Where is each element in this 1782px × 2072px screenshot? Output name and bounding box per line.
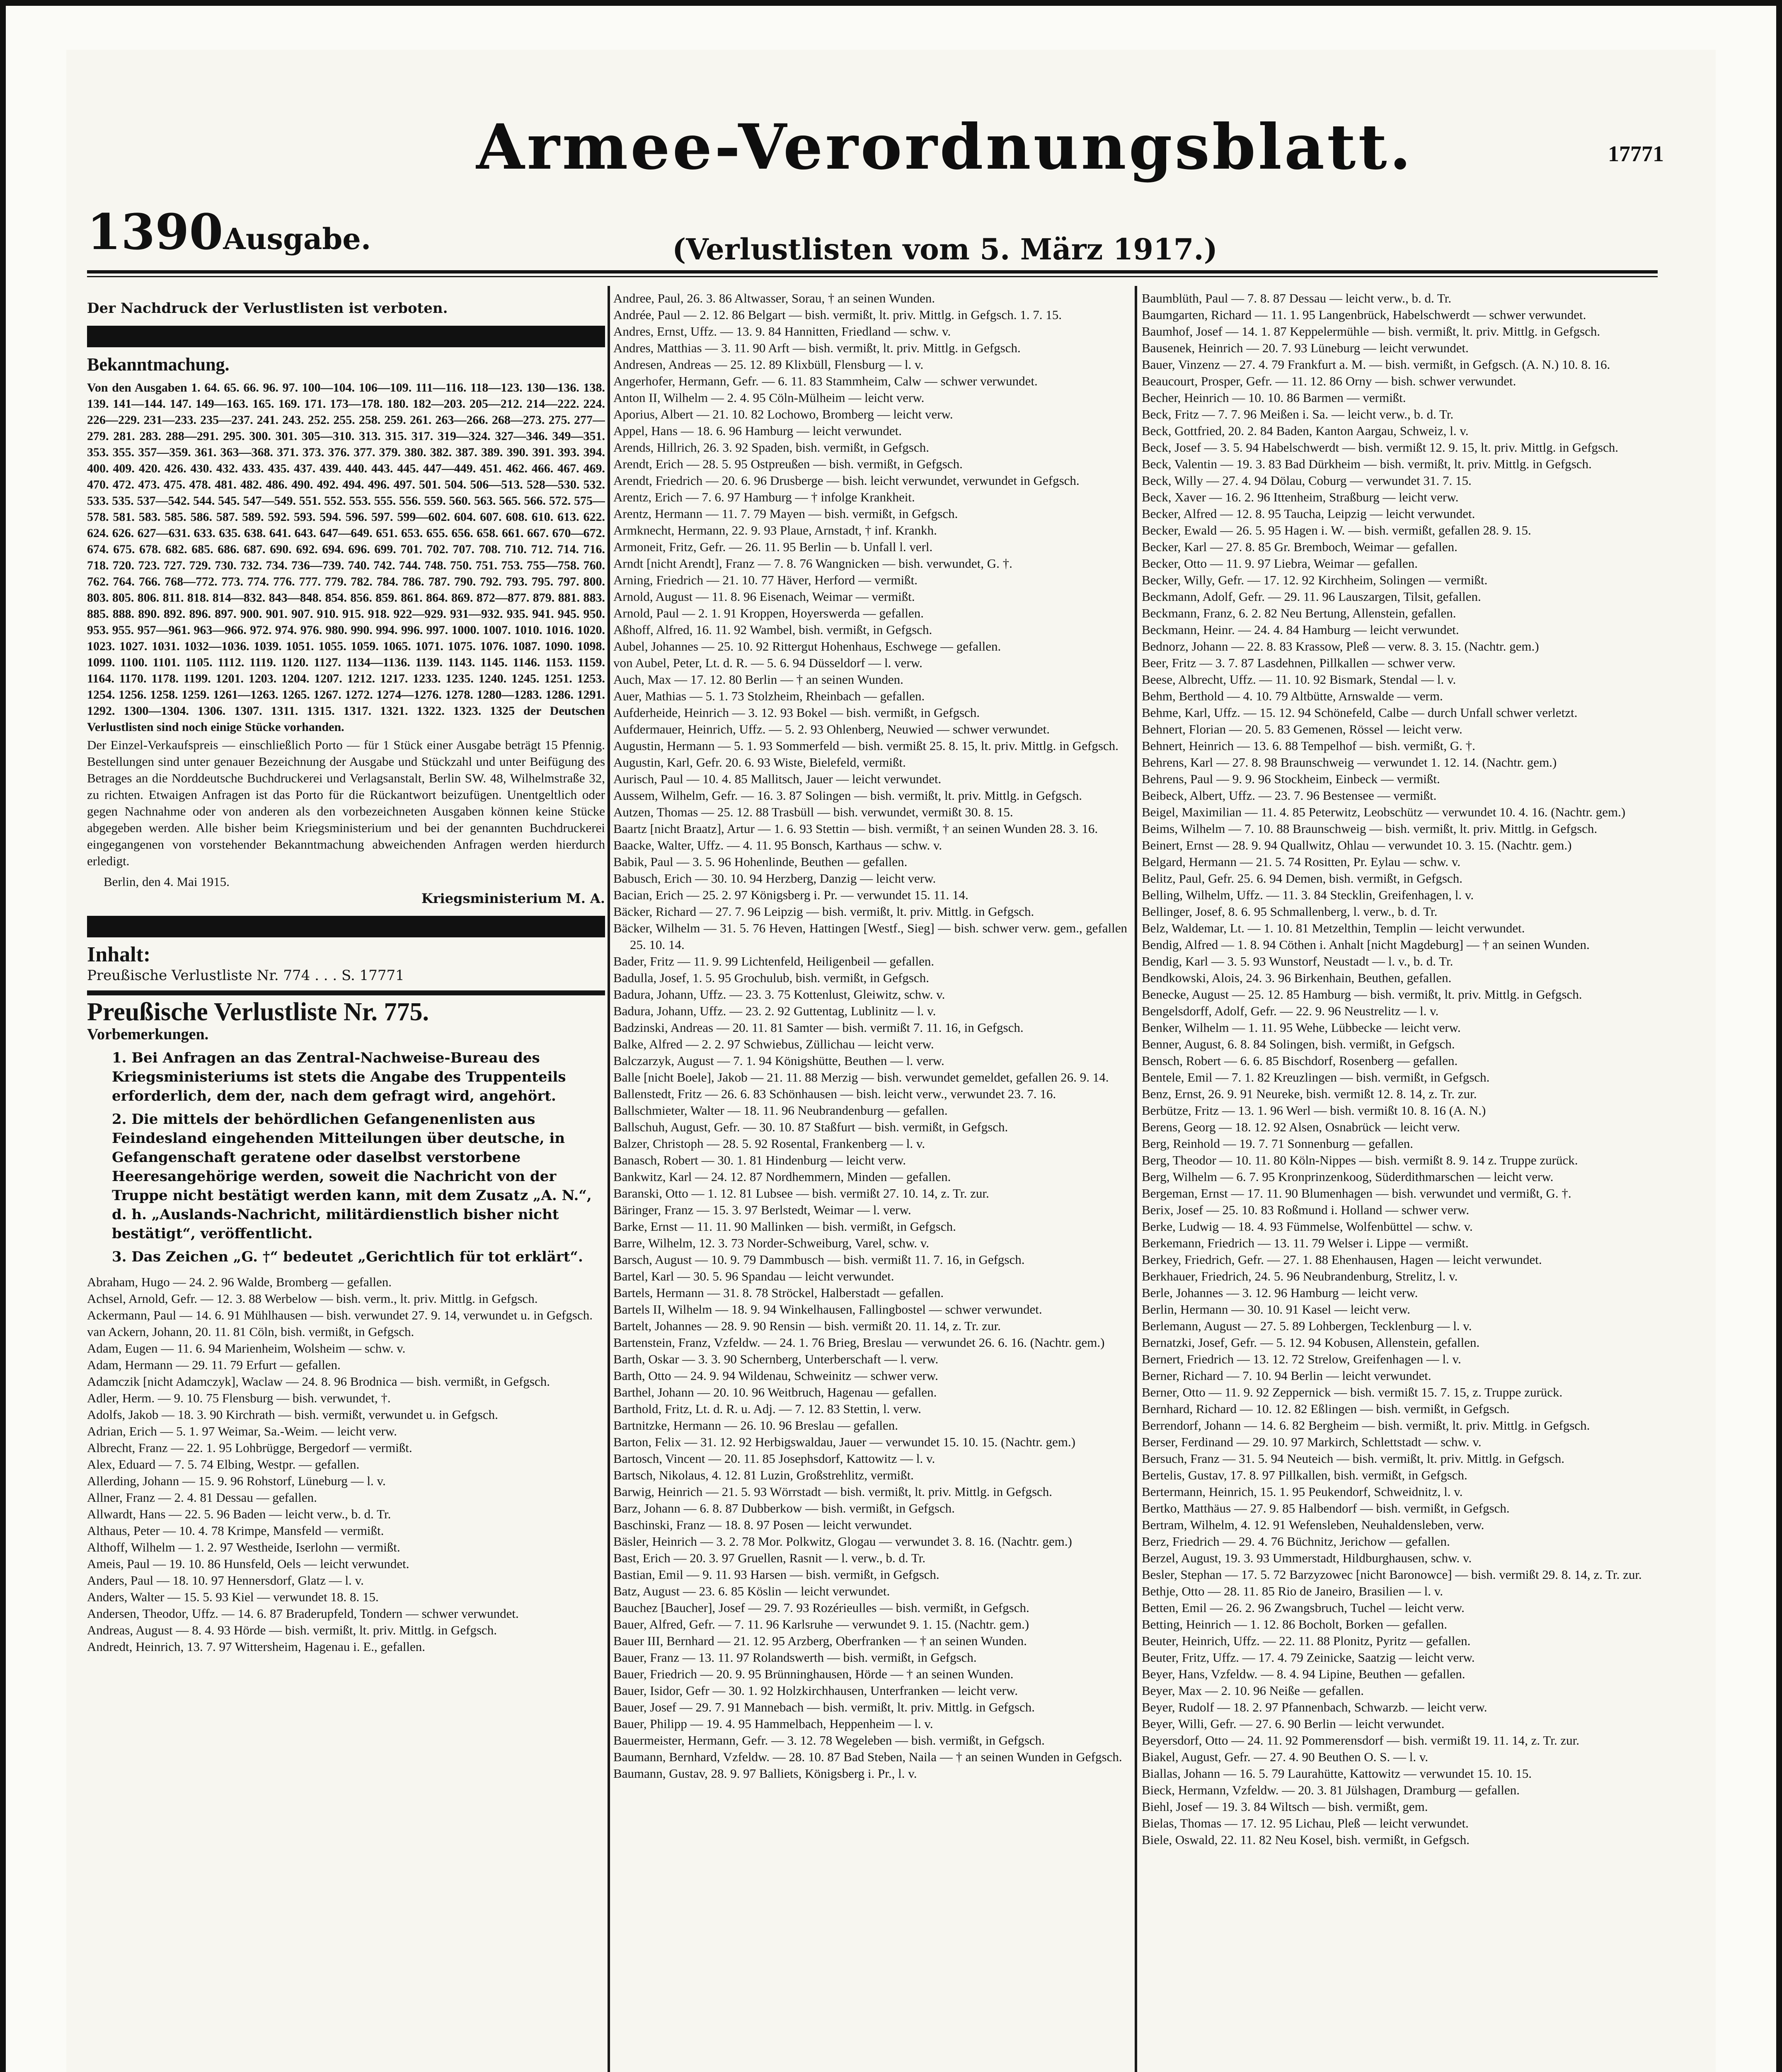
casualty-entry: Bader, Fritz — 11. 9. 99 Lichtenfeld, Heiligenbeil — gefallen. [613, 954, 935, 968]
casualty-entry: Benker, Wilhelm — 1. 11. 95 Wehe, Lübbecke — leicht verw. [1142, 1020, 1461, 1035]
casualty-entry: Bausenek, Heinrich — 20. 7. 93 Lüneburg — leicht verwundet. [1142, 341, 1469, 355]
casualty-entry: Andredt, Heinrich, 13. 7. 97 Wittersheim, Hagenau i. E., gefallen. [87, 1639, 426, 1654]
casualty-entries-right [1142, 290, 1656, 1848]
casualty-entry: Biakel, August, Gefr. — 27. 4. 90 Beuthen O. S. — l. v. [1142, 1750, 1429, 1764]
casualty-entry: Behrens, Karl — 27. 8. 98 Braunschweig — verwundet 1. 12. 14. (Nachtr. gem.) [1142, 755, 1557, 770]
casualty-entry: Betten, Emil — 26. 2. 96 Zwangsbruch, Tuchel — leicht verw. [1142, 1600, 1465, 1615]
casualty-entry: Bernatzki, Josef, Gefr. — 5. 12. 94 Kobusen, Allenstein, gefallen. [1142, 1335, 1480, 1350]
casualty-entry: Arnold, Paul — 2. 1. 91 Kroppen, Hoyerswerda — gefallen. [613, 606, 924, 620]
casualty-entry: Andersen, Theodor, Uffz. — 14. 6. 87 Braderupfeld, Tondern — schwer verwundet. [87, 1606, 519, 1621]
casualty-entry: Bacian, Erich — 25. 2. 97 Königsberg i. Pr. — verwundet 15. 11. 14. [613, 888, 968, 902]
casualty-entry: Beck, Valentin — 19. 3. 83 Bad Dürkheim — bish. vermißt, lt. priv. Mittlg. in Gefgsch. [1142, 457, 1592, 471]
casualty-entry: Benner, August, 6. 8. 84 Solingen, bish. vermißt, in Gefgsch. [1142, 1037, 1455, 1051]
casualty-entry: Bauer, Isidor, Gefr — 30. 1. 92 Holzkirchhausen, Unterfranken — leicht verw. [613, 1683, 1018, 1698]
casualty-entry: Benecke, August — 25. 12. 85 Hamburg — bish. vermißt, lt. priv. Mittlg. in Gefgsch. [1142, 987, 1582, 1002]
casualty-entry: Bethje, Otto — 28. 11. 85 Rio de Janeiro, Brasilien — l. v. [1142, 1584, 1443, 1598]
header-rule-thin [87, 276, 1658, 277]
casualty-entry: Baumhof, Josef — 14. 1. 87 Keppelermühle — bish. vermißt, lt. priv. Mittlg. in Gefgsch. [1142, 324, 1600, 339]
contents-entry: Preußische Verlustliste Nr. 774 . . . S. 17771 [87, 967, 404, 984]
casualty-entry: Beck, Xaver — 16. 2. 96 Ittenheim, Straßburg — leicht verw. [1142, 490, 1459, 504]
casualty-entry: Barsch, August — 10. 9. 79 Dammbusch — bish. vermißt 11. 7. 16, in Gefgsch. [613, 1252, 1025, 1267]
casualty-entry: Barth, Otto — 24. 9. 94 Wildenau, Schweinitz — schwer verw. [613, 1368, 938, 1383]
casualty-entry: Arnold, August — 11. 8. 96 Eisenach, Weimar — vermißt. [613, 589, 915, 604]
casualty-entry: Allerding, Johann — 15. 9. 96 Rohstorf, Lüneburg — l. v. [87, 1474, 386, 1488]
page-number: 17771 [1608, 141, 1664, 166]
casualty-entry: Bartnitzke, Hermann — 26. 10. 96 Breslau — gefallen. [613, 1418, 898, 1433]
casualty-entry: Berg, Theodor — 10. 11. 80 Köln-Nippes — bish. vermißt 8. 9. 14 z. Truppe zurück. [1142, 1153, 1578, 1167]
casualty-entry: Beer, Fritz — 3. 7. 87 Lasdehnen, Pillkallen — schwer verw. [1142, 656, 1455, 670]
casualty-entry: Arendt, Erich — 28. 5. 95 Ostpreußen — bish. vermißt, in Gefgsch. [613, 457, 963, 471]
casualty-entry: Bendig, Alfred — 1. 8. 94 Cöthen i. Anhalt [nicht Magdeburg] — † an seinen Wunden. [1142, 937, 1590, 952]
column-right [1142, 290, 1656, 2072]
casualty-entry: Becher, Heinrich — 10. 10. 86 Barmen — vermißt. [1142, 390, 1406, 405]
remark-item: 3. Das Zeichen „G. †“ bedeutet „Gerichtlich für tot erklärt“. [112, 1249, 583, 1265]
casualty-entry: Bauer, Philipp — 19. 4. 95 Hammelbach, Heppenheim — l. v. [613, 1716, 933, 1731]
casualty-entry: Baranski, Otto — 1. 12. 81 Lubsee — bish. vermißt 27. 10. 14, z. Tr. zur. [613, 1186, 989, 1201]
casualty-entry: Berg, Wilhelm — 6. 7. 95 Kronprinzenkoog, Süderdithmarschen — leicht verw. [1142, 1169, 1554, 1184]
casualty-entry: Bäcker, Wilhelm — 31. 5. 76 Heven, Hattingen [Westf., Sieg] — bish. schwer verw. gem., gefallen 25. 10. 14. [613, 921, 1127, 952]
casualty-entry: Adam, Eugen — 11. 6. 94 Marienheim, Wolsheim — schw. v. [87, 1341, 406, 1356]
casualty-entry: Auch, Max — 17. 12. 80 Berlin — † an seinen Wunden. [613, 672, 903, 687]
remarks-list [87, 1048, 605, 1266]
casualty-entry: Berlemann, August — 27. 5. 89 Lohbergen, Tecklenburg — l. v. [1142, 1319, 1472, 1333]
casualty-entry: Armoneit, Fritz, Gefr. — 26. 11. 95 Berlin — b. Unfall l. verl. [613, 540, 933, 554]
casualty-entry: Berens, Georg — 18. 12. 92 Alsen, Osnabrück — leicht verw. [1142, 1120, 1460, 1134]
casualty-entry: Bartsch, Nikolaus, 4. 12. 81 Luzin, Großstrehlitz, vermißt. [613, 1468, 914, 1482]
casualty-entry: Angerhofer, Hermann, Gefr. — 6. 11. 83 Stammheim, Calw — schwer verwundet. [613, 374, 1038, 388]
casualty-entry: Beckmann, Adolf, Gefr. — 29. 11. 96 Lauszargen, Tilsit, gefallen. [1142, 589, 1481, 604]
signature: Kriegsministerium M. A. [421, 891, 605, 906]
casualty-entry: Bartels, Hermann — 31. 8. 78 Ströckel, Halberstadt — gefallen. [613, 1285, 944, 1300]
casualty-entry: Bengelsdorff, Adolf, Gefr. — 22. 9. 96 Neustrelitz — l. v. [1142, 1004, 1439, 1018]
casualty-entry: Allner, Franz — 2. 4. 81 Dessau — gefallen. [87, 1490, 317, 1505]
casualty-entry: Berg, Reinhold — 19. 7. 71 Sonnenburg — gefallen. [1142, 1136, 1413, 1151]
column-divider-2 [1135, 286, 1137, 2072]
casualty-entries-left [87, 1274, 605, 1655]
casualty-entry: Beinert, Ernst — 28. 9. 94 Quallwitz, Ohlau — verwundet 10. 3. 15. (Nachtr. gem.) [1142, 838, 1572, 852]
casualty-entry: Badura, Johann, Uffz. — 23. 2. 92 Guttentag, Lublinitz — l. v. [613, 1004, 936, 1018]
casualty-entry: Augustin, Karl, Gefr. 20. 6. 93 Wiste, Bielefeld, vermißt. [613, 755, 906, 770]
casualty-entry: Autzen, Thomas — 25. 12. 88 Trasbüll — bish. verwundet, vermißt 30. 8. 15. [613, 805, 1013, 819]
casualty-entry: Behnert, Florian — 20. 5. 83 Gemenen, Rössel — leicht verw. [1142, 722, 1462, 736]
casualty-entry: Bersuch, Franz — 31. 5. 94 Neuteich — bish. vermißt, lt. priv. Mittlg. in Gefgsch. [1142, 1451, 1564, 1466]
casualty-entry: Aurisch, Paul — 10. 4. 85 Mallitsch, Jauer — leicht verwundet. [613, 772, 942, 786]
casualty-entry: Balle [nicht Boele], Jakob — 21. 11. 88 Merzig — bish. verwundet gemeldet, gefallen 26. 9. 14. [613, 1070, 1109, 1084]
casualty-entry: Arentz, Hermann — 11. 7. 79 Mayen — bish. vermißt, in Gefgsch. [613, 506, 958, 521]
casualty-entry: Berser, Ferdinand — 29. 10. 97 Markirch, Schlettstadt — schw. v. [1142, 1435, 1482, 1449]
casualty-entry: Belgard, Hermann — 21. 5. 74 Rositten, Pr. Eylau — schw. v. [1142, 854, 1461, 869]
casualty-entry: Ballenstedt, Fritz — 26. 6. 83 Schönhausen — bish. leicht verw., verwundet 23. 7. 16. [613, 1087, 1056, 1101]
masthead-subtitle: (Verlustlisten vom 5. März 1917.) [672, 232, 1218, 266]
casualty-entry: Armknecht, Hermann, 22. 9. 93 Plaue, Arnstadt, † inf. Krankh. [613, 523, 937, 537]
casualty-entry: Biallas, Johann — 16. 5. 79 Laurahütte, Kattowitz — verwundet 15. 10. 15. [1142, 1766, 1532, 1781]
casualty-entry: Bartosch, Vincent — 20. 11. 85 Josephsdorf, Kattowitz — l. v. [613, 1451, 935, 1466]
casualty-entry: Bertko, Matthäus — 27. 9. 85 Halbendorf — bish. vermißt, in Gefgsch. [1142, 1501, 1510, 1515]
casualty-entry: Andres, Matthias — 3. 11. 90 Arft — bish. vermißt, lt. priv. Mittlg. in Gefgsch. [613, 341, 1021, 355]
casualty-entry: Bertermann, Heinrich, 15. 1. 95 Peukendorf, Schweidnitz, l. v. [1142, 1484, 1463, 1499]
casualty-entry: Aßhoff, Alfred, 16. 11. 92 Wambel, bish. vermißt, in Gefgsch. [613, 622, 932, 637]
casualty-entry: Bauer, Josef — 29. 7. 91 Mannebach — bish. vermißt, lt. priv. Mittlg. in Gefgsch. [613, 1700, 1035, 1714]
masthead-title: Armee-Verordnungsblatt. [476, 111, 1414, 184]
casualty-entry: Berkemann, Friedrich — 13. 11. 79 Welser i. Lippe — vermißt. [1142, 1236, 1469, 1250]
casualty-entry: Baumgarten, Richard — 11. 1. 95 Langenbrück, Habelschwerdt — schwer verwundet. [1142, 307, 1586, 322]
casualty-entry: Behrens, Paul — 9. 9. 96 Stockheim, Einbeck — vermißt. [1142, 772, 1440, 786]
casualty-entry: Barthel, Johann — 20. 10. 96 Weitbruch, Hagenau — gefallen. [613, 1385, 937, 1399]
casualty-entry: Aubel, Johannes — 25. 10. 92 Rittergut Hohenhaus, Eschwege — gefallen. [613, 639, 1001, 654]
casualty-entry: Augustin, Hermann — 5. 1. 93 Sommerfeld — bish. vermißt 25. 8. 15, lt. priv. Mittlg. in Gefgsch. [613, 738, 1119, 753]
casualty-entry: Adamczik [nicht Adamczyk], Waclaw — 24. 8. 96 Brodnica — bish. vermißt, in Gefgsch. [87, 1374, 550, 1389]
casualty-entry: Beims, Wilhelm — 7. 10. 88 Braunschweig — bish. vermißt, lt. priv. Mittlg. in Gefgsch. [1142, 821, 1598, 836]
casualty-entry: Berz, Friedrich — 29. 4. 76 Büchnitz, Jerichow — gefallen. [1142, 1534, 1450, 1549]
casualty-entry: Biehl, Josef — 19. 3. 84 Wiltsch — bish. vermißt, gem. [1142, 1799, 1428, 1814]
casualty-entry: Barthold, Fritz, Lt. d. R. u. Adj. — 7. 12. 83 Stettin, l. verw. [613, 1402, 921, 1416]
casualty-entry: Belitz, Paul, Gefr. 25. 6. 94 Demen, bish. vermißt, in Gefgsch. [1142, 871, 1463, 886]
casualty-entry: Barton, Felix — 31. 12. 92 Herbigswaldau, Jauer — verwundet 15. 10. 15. (Nachtr. gem.) [613, 1435, 1075, 1449]
casualty-entry: Belling, Wilhelm, Uffz. — 11. 3. 84 Stecklin, Greifenhagen, l. v. [1142, 888, 1474, 902]
casualty-entry: Berrendorf, Johann — 14. 6. 82 Bergheim — bish. vermißt, lt. priv. Mittlg. in Gefgsch. [1142, 1418, 1590, 1433]
casualty-entry: Beck, Fritz — 7. 7. 96 Meißen i. Sa. — leicht verw., b. d. Tr. [1142, 407, 1454, 421]
announcement-numbers-text: Von den Ausgaben 1. 64. 65. 66. 96. 97. 100—104. 106—109. 111—116. 118—123. 130—136. 138. 139. 141—144. 147. 149—163. 165. 169. 171. 173—178. 180. 182—203. 205—212. 214—222. 224. 226—229. 231—233. 235—237. 241. 243. 252. 255. 258. 259. 261. 263—266. 268—273. 275. 277—279. 281. 283. 288—291. 295. 300. 301. 305—310. 313. 315. 317. 319—324. 327—346. 349—351. 353. 355. 357—359. 361. 363—368. 371. 373. 376. 377. 379. 380. 382. 387. 389. 390. 391. 393. 394. 400. 409. 420. 426. 430. 432. 433. 435. 437. 439. 440. 443. 445. 447—449. 451. 462. 466. 467. 469. 470. 472. 473. 475. 478. 481. 482. 486. 490. 492. 494. 496. 497. 501. 504. 506—513. 528—530. 532. 533. 535. 537—542. 544. 545. 547—549. 551. 552. 553. 555. 556. 559. 560. 563. 565. 566. 572. 575—578. 581. 583. 585. 586. 587. 589. 592. 593. 594. 596. 597. 599—602. 604. 607. 608. 610. 613. 622. 624. 626. 627—631. 633. 635. 638. 641. 643. 647—649. 651. 653. 655. 656. 658. 661. 667. 670—672. 674. 675. 678. 682. 685. 686. 687. 690. 692. 694. 696. 699. 701. 702. 707. 708. 710. 712. 714. 716. 718. 720. 723. 727. 729. 730. 732. 734. 736—739. 740. 742. 744. 748. 750. 751. 753. 755—758. 760. 762. 764. 766. 768—772. 773. 774. 776. 777. 779. 782. 784. 786. 787. 790. 792. 793. 795. 797. 800. 803. 805. 806. 811. 818. 814—832. 843—848. 854. 856. 859. 861. 864. 869. 872—877. 879. 881. 883. 885. 888. 890. 892. 896. 897. 900. 901. 907. 910. 915. 918. 922—929. 931—932. 935. 941. 945. 950. 953. 955. 957—961. 963—966. 972. 974. 976. 980. 990. 994. 996. 997. 1000. 1007. 1010. 1016. 1020. 1023. 1027. 1031. 1032—1036. 1039. 1051. 1055. 1059. 1065. 1071. 1075. 1076. 1087. 1090. 1098. 1099. 1100. 1101. 1105. 1112. 1119. 1120. 1127. 1134—1136. 1139. 1143. 1145. 1146. 1153. 1159. 1164. 1170. 1178. 1199. 1201. 1203. 1204. 1207. 1212. 1217. 1233. 1235. 1240. 1245. 1251. 1253. 1254. 1256. 1258. 1259. 1261—1263. 1265. 1267. 1272. 1274—1276. 1278. 1280—1283. 1286. 1291. 1292. 1300—1304. 1306. 1307. 1311. 1315. 1317. 1321. 1322. 1323. 1325 der Deutschen Verlustlisten sind noch einige Stücke vorhanden. [87, 381, 605, 734]
casualty-entry: Adolfs, Jakob — 18. 3. 90 Kirchrath — bish. vermißt, verwundet u. in Gefgsch. [87, 1407, 498, 1422]
casualty-entry: Beckmann, Franz, 6. 2. 82 Neu Bertung, Allenstein, gefallen. [1142, 606, 1456, 620]
casualty-entry: Beckmann, Heinr. — 24. 4. 84 Hamburg — leicht verwundet. [1142, 622, 1459, 637]
casualty-entry: Bauermeister, Hermann, Gefr. — 3. 12. 78 Wegeleben — bish. vermißt, in Gefgsch. [613, 1733, 1045, 1748]
casualty-entry: Beyersdorf, Otto — 24. 11. 92 Pommerensdorf — bish. vermißt 19. 11. 14, z. Tr. zur. [1142, 1733, 1579, 1748]
casualty-entry: Andree, Paul, 26. 3. 86 Altwasser, Sorau, † an seinen Wunden. [613, 291, 935, 305]
remark-item: 2. Die mittels der behördlichen Gefangenenlisten aus Feindesland eingehenden Mitteilungen über deutsche, in Gefangenschaft geratene oder daselbst verstorbene Heeresangehörige werden, soweit die Nachricht von der Truppe nicht bestätigt werden kann, mit dem Zusatz „A. N.“, d. h. „Auslands-Nachricht, militärdienstlich bisher nicht bestätigt“, veröffentlicht. [112, 1111, 592, 1242]
casualty-entry: Anton II, Wilhelm — 2. 4. 95 Cöln-Mülheim — leicht verw. [613, 390, 925, 405]
casualty-entry: Arning, Friedrich — 21. 10. 77 Häver, Herford — vermißt. [613, 573, 918, 587]
casualty-entry: Beigel, Maximilian — 11. 4. 85 Peterwitz, Leobschütz — verwundet 10. 4. 16. (Nachtr. gem.) [1142, 805, 1626, 819]
dateline: Berlin, den 4. Mai 1915. [104, 874, 230, 889]
casualty-entry: Bauer III, Bernhard — 21. 12. 95 Arzberg, Oberfranken — † an seinen Wunden. [613, 1634, 1027, 1648]
casualty-entry: Ballschmieter, Walter — 18. 11. 96 Neubrandenburg — gefallen. [613, 1103, 948, 1118]
casualty-entry: Barre, Wilhelm, 12. 3. 73 Norder-Schweiburg, Varel, schw. v. [613, 1236, 930, 1250]
casualty-entry: Beyer, Hans, Vzfeldw. — 8. 4. 94 Lipine, Beuthen — gefallen. [1142, 1667, 1465, 1681]
casualty-entry: Beyer, Max — 2. 10. 96 Neiße — gefallen. [1142, 1683, 1364, 1698]
casualty-entry: Beibeck, Albert, Uffz. — 23. 7. 96 Bestensee — vermißt. [1142, 788, 1437, 803]
casualty-entry: Becker, Alfred — 12. 8. 95 Taucha, Leipzig — leicht verwundet. [1142, 506, 1475, 521]
announcement-title: Bekanntmachung. [87, 354, 230, 375]
casualty-entry: Beaucourt, Prosper, Gefr. — 11. 12. 86 Orny — bish. schwer verwundet. [1142, 374, 1516, 388]
casualty-entry: Beuter, Fritz, Uffz. — 17. 4. 79 Zeinicke, Saatzig — leicht verw. [1142, 1650, 1475, 1665]
casualty-entry: Ameis, Paul — 19. 10. 86 Hunsfeld, Oels — leicht verwundet. [87, 1556, 409, 1571]
casualty-entry: Bauchez [Baucher], Josef — 29. 7. 93 Rozérieulles — bish. vermißt, in Gefgsch. [613, 1600, 1029, 1615]
casualty-entry: Baacke, Walter, Uffz. — 4. 11. 95 Bonsch, Karthaus — schw. v. [613, 838, 942, 852]
casualty-entry: Arndt [nicht Arendt], Franz — 7. 8. 76 Wangnicken — bish. verwundet, G. †. [613, 556, 1012, 571]
casualty-entry: Andrée, Paul — 2. 12. 86 Belgart — bish. vermißt, lt. priv. Mittlg. in Gefgsch. 1. 7. 15. [613, 307, 1062, 322]
casualty-entry: Balzer, Christoph — 28. 5. 92 Rosental, Frankenberg — l. v. [613, 1136, 925, 1151]
casualty-entry: Ballschuh, August, Gefr. — 30. 10. 87 Staßfurt — bish. vermißt, in Gefgsch. [613, 1120, 1008, 1134]
casualty-entry: Benz, Ernst, 26. 9. 91 Neureke, bish. vermißt 12. 8. 14, z. Tr. zur. [1142, 1087, 1477, 1101]
casualty-entry: Aussem, Wilhelm, Gefr. — 16. 3. 87 Solingen — bish. vermißt, lt. priv. Mittlg. in Gefgsch. [613, 788, 1082, 803]
casualty-entry: Bäringer, Franz — 15. 3. 97 Berlstedt, Weimar — l. verw. [613, 1203, 911, 1217]
casualty-entry: Achsel, Arnold, Gefr. — 12. 3. 88 Werbelow — bish. verm., lt. priv. Mittlg. in Gefgsch. [87, 1291, 538, 1306]
casualty-entry: Beck, Willy — 27. 4. 94 Dölau, Coburg — verwundet 31. 7. 15. [1142, 473, 1472, 488]
casualty-entry: Adler, Herm. — 9. 10. 75 Flensburg — bish. verwundet, †. [87, 1391, 391, 1405]
casualty-entry: Behme, Karl, Uffz. — 15. 12. 94 Schönefeld, Calbe — durch Unfall schwer verletzt. [1142, 705, 1578, 720]
casualty-entry: Barz, Johann — 6. 8. 87 Dubberkow — bish. vermißt, in Gefgsch. [613, 1501, 955, 1515]
casualty-entry: Berzel, August, 19. 3. 93 Ummerstadt, Hildburghausen, schw. v. [1142, 1551, 1472, 1565]
casualty-entry: Berbütze, Fritz — 13. 1. 96 Werl — bish. vermißt 10. 8. 16 (A. N.) [1142, 1103, 1486, 1118]
casualty-entry: Behnert, Heinrich — 13. 6. 88 Tempelhof — bish. vermißt, G. †. [1142, 738, 1475, 753]
header-rule-thick [87, 270, 1658, 274]
casualty-entry: Baumann, Bernhard, Vzfeldw. — 28. 10. 87 Bad Steben, Naila — † an seinen Wunden in Gefgsch. [613, 1750, 1122, 1764]
casualty-entry: Beyer, Rudolf — 18. 2. 97 Pfannenbach, Schwarzb. — leicht verw. [1142, 1700, 1487, 1714]
casualty-entry: Besler, Stephan — 17. 5. 72 Barzyzowec [nicht Baronowce] — bish. vermißt 29. 8. 14, z. Tr. zur. [1142, 1567, 1642, 1582]
casualty-entry: Berke, Ludwig — 18. 4. 93 Fümmelse, Wolfenbüttel — schw. v. [1142, 1219, 1473, 1234]
casualty-entries-middle [613, 290, 1127, 1782]
casualty-entry: Bentele, Emil — 7. 1. 82 Kreuzlingen — bish. vermißt, in Gefgsch. [1142, 1070, 1490, 1084]
casualty-entry: Beyer, Willi, Gefr. — 27. 6. 90 Berlin — leicht verwundet. [1142, 1716, 1445, 1731]
casualty-entry: Aporius, Albert — 21. 10. 82 Lochowo, Bromberg — leicht verw. [613, 407, 953, 421]
casualty-entry: Allwardt, Hans — 22. 5. 96 Baden — leicht verw., b. d. Tr. [87, 1507, 391, 1521]
announcement-text: Der Einzel-Verkaufspreis — einschließlich Porto — für 1 Stück einer Ausgabe beträgt 15 Pfennig. Bestellungen sind unter genauer Bezeichnung der Ausgabe und Stückzahl und unter Beifügung des Betrages an die Norddeutsche Buchdruckerei und Verlagsanstalt, Berlin SW. 48, Wilhelmstraße 32, zu richten. Etwaigen Anfragen ist das Porto für die Rückantwort beizufügen. Unentgeltlich oder gegen Nachnahme oder von anderen als den vorbezeichneten Ausgaben können keine Stücke abgegeben werden. Alle bisher beim Kriegsministerium und bei der genannten Buchdruckerei eingegangenen von vorstehender Bekanntmachung abweichenden Anfragen werden hierdurch erledigt. [87, 738, 605, 868]
casualty-entry: Babik, Paul — 3. 5. 96 Hohenlinde, Beuthen — gefallen. [613, 854, 908, 869]
casualty-entry: Bast, Erich — 20. 3. 97 Gruellen, Rasnit — l. verw., b. d. Tr. [613, 1551, 926, 1565]
casualty-entry: Adrian, Erich — 5. 1. 97 Weimar, Sa.-Weim. — leicht verw. [87, 1424, 397, 1438]
casualty-entry: Aufdermauer, Heinrich, Uffz. — 5. 2. 93 Ohlenberg, Neuwied — schwer verwundet. [613, 722, 1050, 736]
casualty-entry: Berlin, Hermann — 30. 10. 91 Kasel — leicht verw. [1142, 1302, 1410, 1317]
casualty-entry: Auer, Mathias — 5. 1. 73 Stolzheim, Rheinbach — gefallen. [613, 689, 925, 703]
casualty-entry: Berner, Otto — 11. 9. 92 Zeppernick — bish. vermißt 15. 7. 15, z. Truppe zurück. [1142, 1385, 1563, 1399]
casualty-entry: Baschinski, Franz — 18. 8. 97 Posen — leicht verwundet. [613, 1518, 912, 1532]
casualty-entry: Bednorz, Johann — 22. 8. 83 Krassow, Pleß — verw. 8. 3. 15. (Nachtr. gem.) [1142, 639, 1539, 654]
casualty-entry: Arendt, Friedrich — 20. 6. 96 Drusberge — bish. leicht verwundet, verwundet in Gefgsch. [613, 473, 1080, 488]
casualty-entry: Berkhauer, Friedrich, 24. 5. 96 Neubrandenburg, Strelitz, l. v. [1142, 1269, 1458, 1283]
casualty-entry: Bertram, Wilhelm, 4. 12. 91 Wefensleben, Neuhaldensleben, verw. [1142, 1518, 1484, 1532]
casualty-entry: van Ackern, Johann, 20. 11. 81 Cöln, bish. vermißt, in Gefgsch. [87, 1324, 414, 1339]
casualty-entry: Badura, Johann, Uffz. — 23. 3. 75 Kottenlust, Gleiwitz, schw. v. [613, 987, 945, 1002]
casualty-entry: Babusch, Erich — 30. 10. 94 Herzberg, Danzig — leicht verw. [613, 871, 936, 886]
casualty-entry: Bauer, Vinzenz — 27. 4. 79 Frankfurt a. M. — bish. vermißt, in Gefgsch. (A. N.) 10. 8. 16. [1142, 357, 1610, 372]
casualty-entry: Baartz [nicht Braatz], Artur — 1. 6. 93 Stettin — bish. vermißt, † an seinen Wunden 28. 3. 16. [613, 821, 1098, 836]
casualty-entry: Berle, Johannes — 3. 12. 96 Hamburg — leicht verw. [1142, 1285, 1418, 1300]
casualty-entry: Anders, Paul — 18. 10. 97 Hennersdorf, Glatz — l. v. [87, 1573, 364, 1588]
casualty-entry: Althaus, Peter — 10. 4. 78 Krimpe, Mansfeld — vermißt. [87, 1523, 384, 1538]
casualty-entry: Bellinger, Josef, 8. 6. 95 Schmallenberg, l. verw., b. d. Tr. [1142, 904, 1438, 919]
casualty-entry: Betting, Heinrich — 1. 12. 86 Bocholt, Borken — gefallen. [1142, 1617, 1447, 1631]
casualty-entry: Badzinski, Andreas — 20. 11. 81 Samter — bish. vermißt 7. 11. 16, in Gefgsch. [613, 1020, 1024, 1035]
casualty-entry: Arends, Hillrich, 26. 3. 92 Spaden, bish. vermißt, in Gefgsch. [613, 440, 929, 455]
casualty-entry: Beese, Albrecht, Uffz. — 11. 10. 92 Bismark, Stendal — l. v. [1142, 672, 1456, 687]
casualty-entry: Bartel, Karl — 30. 5. 96 Spandau — leicht verwundet. [613, 1269, 894, 1283]
casualty-entry: Bartenstein, Franz, Vzfeldw. — 24. 1. 76 Brieg, Breslau — verwundet 26. 6. 16. (Nachtr. gem.) [613, 1335, 1105, 1350]
remarks-title: Vorbemerkungen. [87, 1026, 209, 1043]
casualty-entry: Adam, Hermann — 29. 11. 79 Erfurt — gefallen. [87, 1358, 341, 1372]
casualty-entry: Barth, Oskar — 3. 3. 90 Schernberg, Unterberschaft — l. verw. [613, 1352, 939, 1366]
announcement-numbers [87, 380, 605, 735]
casualty-entry: Bauer, Franz — 13. 11. 97 Rolandswerth — bish. vermißt, in Gefgsch. [613, 1650, 977, 1665]
casualty-entry: Behm, Berthold — 4. 10. 79 Altbütte, Arnswalde — verm. [1142, 689, 1443, 703]
casualty-entry: Becker, Ewald — 26. 5. 95 Hagen i. W. — bish. vermißt, gefallen 28. 9. 15. [1142, 523, 1531, 537]
casualty-entry: Bernhard, Richard — 10. 12. 82 Eßlingen — bish. vermißt, in Gefgsch. [1142, 1402, 1510, 1416]
casualty-entry: von Aubel, Peter, Lt. d. R. — 5. 6. 94 Düsseldorf — l. verw. [613, 656, 922, 670]
column-middle [613, 290, 1127, 2072]
casualty-entry: Biele, Oswald, 22. 11. 82 Neu Kosel, bish. vermißt, in Gefgsch. [1142, 1832, 1470, 1847]
casualty-entry: Becker, Willy, Gefr. — 17. 12. 92 Kirchheim, Solingen — vermißt. [1142, 573, 1488, 587]
issue-label: Ausgabe. [223, 222, 371, 256]
casualty-entry: Bielas, Thomas — 17. 12. 95 Lichau, Pleß — leicht verwundet. [1142, 1816, 1469, 1830]
casualty-entry: Bartelt, Johannes — 28. 9. 90 Rensin — bish. vermißt 20. 11. 14, z. Tr. zur. [613, 1319, 1001, 1333]
casualty-entry: Alex, Eduard — 7. 5. 74 Elbing, Westpr. — gefallen. [87, 1457, 360, 1472]
casualty-entry: Andresen, Andreas — 25. 12. 89 Klixbüll, Flensburg — l. v. [613, 357, 924, 372]
casualty-entry: Bensch, Robert — 6. 6. 85 Bischdorf, Rosenberg — gefallen. [1142, 1053, 1458, 1068]
casualty-entry: Balke, Alfred — 2. 2. 97 Schwiebus, Züllichau — leicht verw. [613, 1037, 934, 1051]
contents-title: Inhalt: [87, 943, 151, 966]
casualty-entry: Berix, Josef — 25. 10. 83 Roßmund i. Holland — schwer verw. [1142, 1203, 1470, 1217]
section-rule [87, 990, 605, 995]
casualty-entry: Becker, Karl — 27. 8. 85 Gr. Bremboch, Weimar — gefallen. [1142, 540, 1458, 554]
issue-number: 1390Ausgabe. [87, 203, 371, 261]
casualty-entry: Banasch, Robert — 30. 1. 81 Hindenburg — leicht verw. [613, 1153, 906, 1167]
casualty-entry: Batz, August — 23. 6. 85 Köslin — leicht verwundet. [613, 1584, 890, 1598]
casualty-entry: Abraham, Hugo — 24. 2. 96 Walde, Bromberg — gefallen. [87, 1275, 392, 1289]
casualty-entry: Arentz, Erich — 7. 6. 97 Hamburg — † infolge Krankheit. [613, 490, 915, 504]
casualty-entry: Bäsler, Heinrich — 3. 2. 78 Mor. Polkwitz, Glogau — verwundet 3. 8. 16. (Nachtr. gem.) [613, 1534, 1072, 1549]
casualty-entry: Berkey, Friedrich, Gefr. — 27. 1. 88 Ehenhausen, Hagen — leicht verwundet. [1142, 1252, 1542, 1267]
casualty-entry: Balczarzyk, August — 7. 1. 94 Königshütte, Beuthen — l. verw. [613, 1053, 944, 1068]
list-title: Preußische Verlustliste Nr. 775. [87, 998, 429, 1026]
casualty-entry: Andreas, August — 8. 4. 93 Hörde — bish. vermißt, lt. priv. Mittlg. in Gefgsch. [87, 1623, 497, 1637]
casualty-entry: Belz, Waldemar, Lt. — 1. 10. 81 Metzelthin, Templin — leicht verwundet. [1142, 921, 1525, 935]
casualty-entry: Aufderheide, Heinrich — 3. 12. 93 Bokel — bish. vermißt, in Gefgsch. [613, 705, 980, 720]
casualty-entry: Beuter, Heinrich, Uffz. — 22. 11. 88 Plonitz, Pyritz — gefallen. [1142, 1634, 1471, 1648]
casualty-entry: Barke, Ernst — 11. 11. 90 Mallinken — bish. vermißt, in Gefgsch. [613, 1219, 956, 1234]
casualty-entry: Becker, Otto — 11. 9. 97 Liebra, Weimar — gefallen. [1142, 556, 1418, 571]
casualty-entry: Appel, Hans — 18. 6. 96 Hamburg — leicht verwundet. [613, 424, 902, 438]
casualty-entry: Anders, Walter — 15. 5. 93 Kiel — verwundet 18. 8. 15. [87, 1590, 379, 1604]
casualty-entry: Bauer, Friedrich — 20. 9. 95 Brünninghausen, Hörde — † an seinen Wunden. [613, 1667, 1014, 1681]
casualty-entry: Bieck, Hermann, Vzfeldw. — 20. 3. 81 Jülshagen, Dramburg — gefallen. [1142, 1783, 1520, 1797]
casualty-entry: Ackermann, Paul — 14. 6. 91 Mühlhausen — bish. verwundet 27. 9. 14, verwundet u. in Gefgsch. [87, 1308, 593, 1322]
column-left [87, 290, 605, 2072]
casualty-entry: Bendkowski, Alois, 24. 3. 96 Birkenhain, Beuthen, gefallen. [1142, 971, 1452, 985]
casualty-entry: Baumblüth, Paul — 7. 8. 87 Dessau — leicht verw., b. d. Tr. [1142, 291, 1452, 305]
casualty-entry: Bauer, Alfred, Gefr. — 7. 11. 96 Karlsruhe — verwundet 9. 1. 15. (Nachtr. gem.) [613, 1617, 1029, 1631]
casualty-entry: Andres, Ernst, Uffz. — 13. 9. 84 Hannitten, Friedland — schw. v. [613, 324, 951, 339]
casualty-entry: Beck, Gottfried, 20. 2. 84 Baden, Kanton Aargau, Schweiz, l. v. [1142, 424, 1469, 438]
remark-item: 1. Bei Anfragen an das Zentral-Nachweise-Bureau des Kriegsministeriums ist stets die Angabe des Truppenteils erforderlich, dem der, nach dem gefragt wird, angehört. [112, 1050, 566, 1104]
casualty-entry: Barwig, Heinrich — 21. 5. 93 Wörrstadt — bish. vermißt, lt. priv. Mittlg. in Gefgsch. [613, 1484, 1053, 1499]
black-divider-bar [87, 916, 605, 937]
casualty-entry: Bertelis, Gustav, 17. 8. 97 Pillkallen, bish. vermißt, in Gefgsch. [1142, 1468, 1467, 1482]
casualty-entry: Bendig, Karl — 3. 5. 93 Wunstorf, Neustadt — l. v., b. d. Tr. [1142, 954, 1453, 968]
casualty-entry: Berner, Richard — 7. 10. 94 Berlin — leicht verwundet. [1142, 1368, 1431, 1383]
casualty-entry: Albrecht, Franz — 22. 1. 95 Lohbrügge, Bergedorf — vermißt. [87, 1440, 412, 1455]
casualty-entry: Althoff, Wilhelm — 1. 2. 97 Westheide, Iserlohn — vermißt. [87, 1540, 400, 1554]
casualty-entry: Bernert, Friedrich — 13. 12. 72 Strelow, Greifenhagen — l. v. [1142, 1352, 1461, 1366]
casualty-entry: Bartels II, Wilhelm — 18. 9. 94 Winkelhausen, Fallingbostel — schwer verwundet. [613, 1302, 1042, 1317]
casualty-entry: Bergeman, Ernst — 17. 11. 90 Blumenhagen — bish. verwundet und vermißt, G. †. [1142, 1186, 1571, 1201]
casualty-entry: Badulla, Josef, 1. 5. 95 Grochulub, bish. vermißt, in Gefgsch. [613, 971, 929, 985]
reprint-notice: Der Nachdruck der Verlustlisten ist verboten. [87, 300, 448, 317]
casualty-entry: Baumann, Gustav, 28. 9. 97 Balliets, Königsberg i. Pr., l. v. [613, 1766, 917, 1781]
black-divider-bar [87, 326, 605, 347]
casualty-entry: Bastian, Emil — 9. 11. 93 Harsen — bish. vermißt, in Gefgsch. [613, 1567, 939, 1582]
casualty-entry: Bankwitz, Karl — 24. 12. 87 Nordhemmern, Minden — gefallen. [613, 1169, 951, 1184]
column-divider-1 [608, 286, 610, 2072]
casualty-entry: Beck, Josef — 3. 5. 94 Habelschwerdt — bish. vermißt 12. 9. 15, lt. priv. Mittlg. in Gefgsch. [1142, 440, 1618, 455]
casualty-entry: Bäcker, Richard — 27. 7. 96 Leipzig — bish. vermißt, lt. priv. Mittlg. in Gefgsch. [613, 904, 1034, 919]
